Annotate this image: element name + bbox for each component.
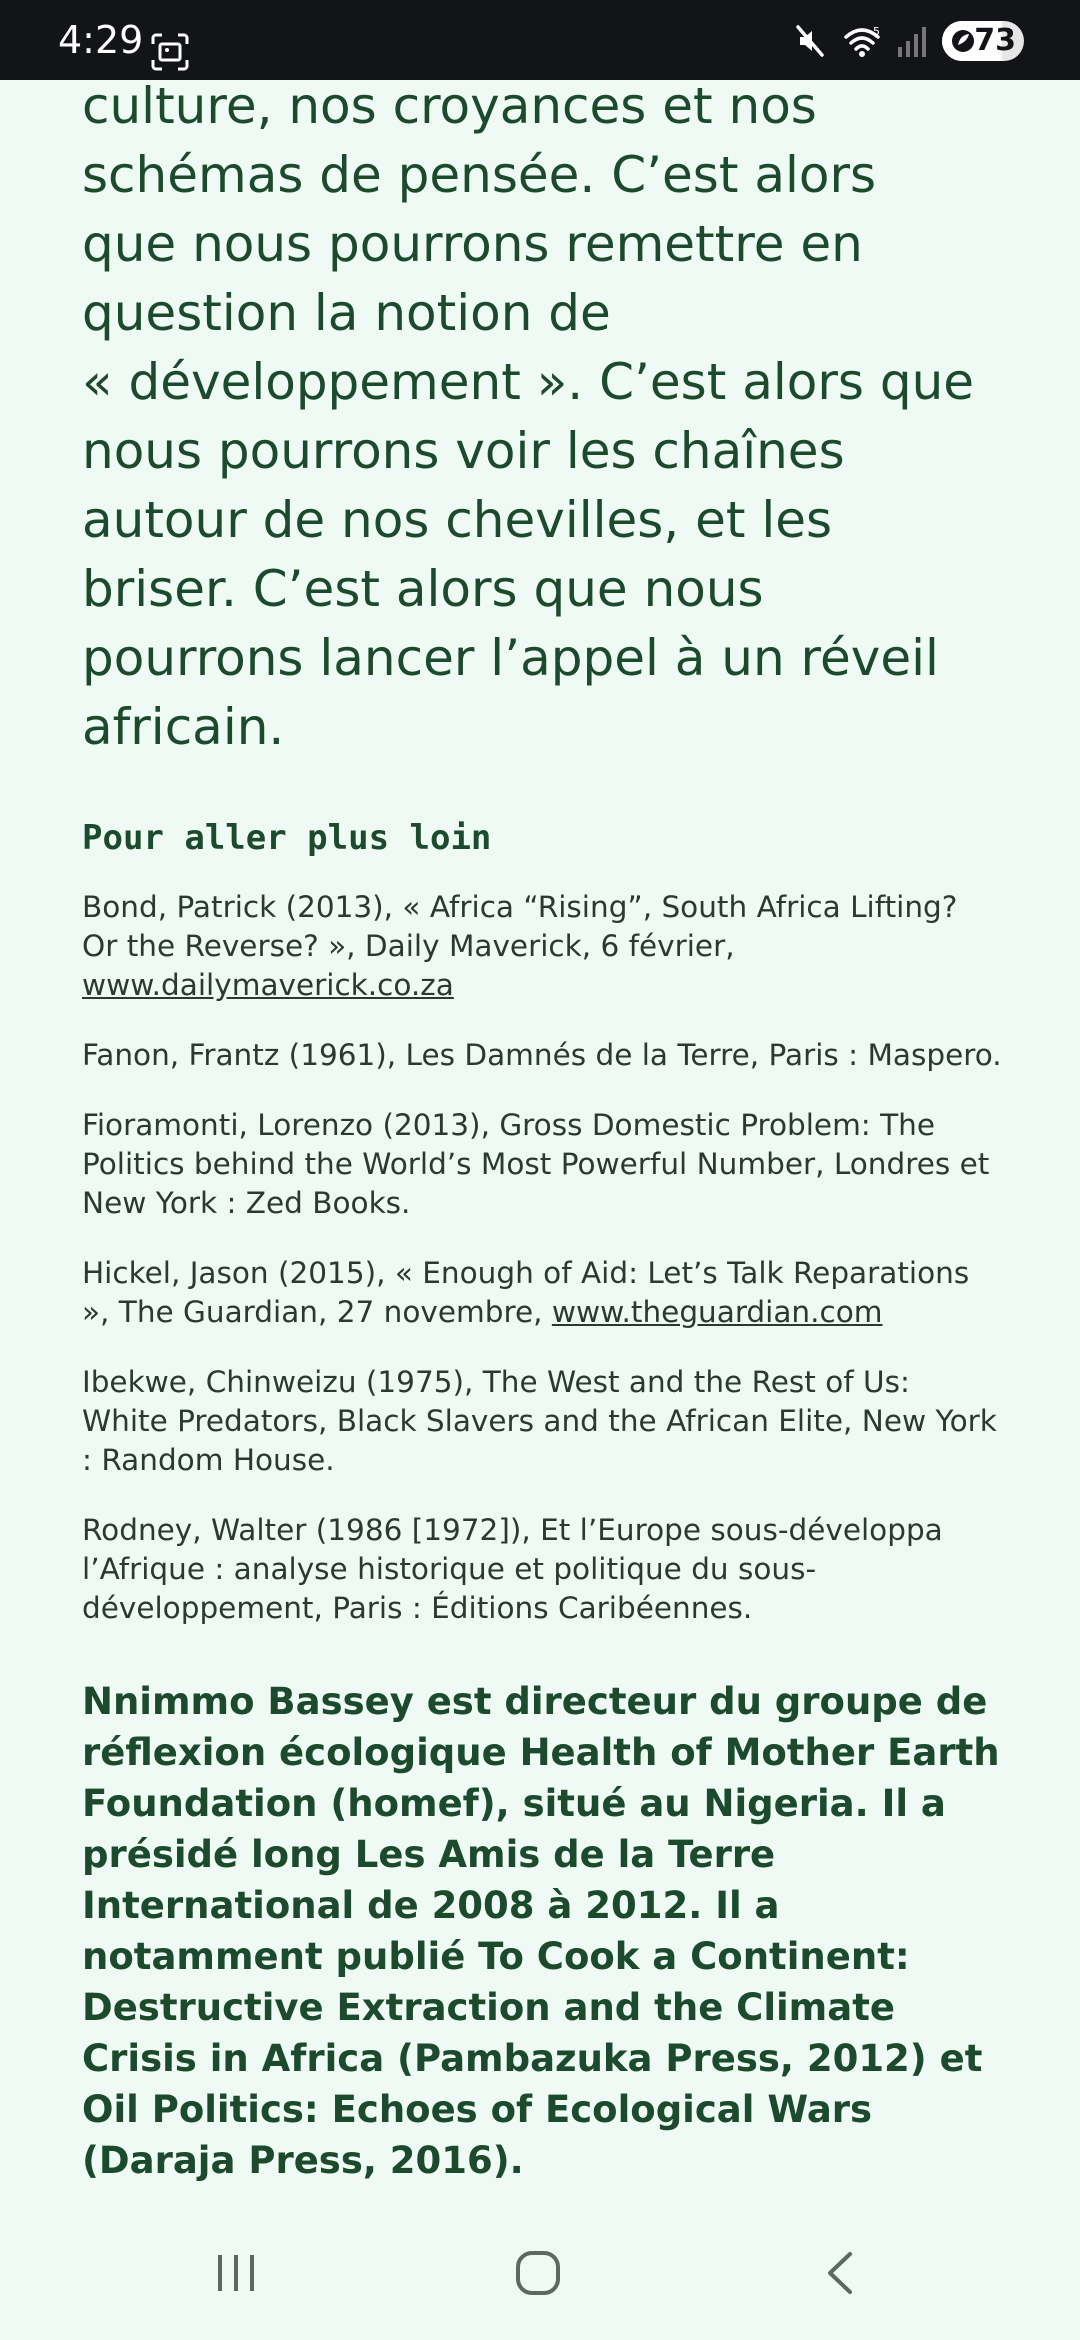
back-icon (820, 2248, 860, 2302)
svg-text:5: 5 (873, 25, 880, 38)
home-icon (513, 2248, 563, 2302)
reference-item (82, 1254, 1002, 1332)
reference-item (82, 1106, 1002, 1223)
reference-item (82, 888, 1002, 1005)
status-icons (792, 18, 1024, 64)
home-button[interactable] (478, 2210, 598, 2340)
reference-text: Fioramonti, Lorenzo (2013), Gross Domestic Problem: The Politics behind the World’s Most Powerful Number, Londres et New York : Zed Books. (82, 1108, 990, 1220)
further-reading-heading: Pour aller plus loin (82, 818, 492, 858)
reference-list (82, 888, 1002, 1628)
status-bar (0, 0, 1080, 80)
reference-text: Bond, Patrick (2013), « Africa “Rising”, South Africa Lifting? Or the Reverse? », Daily Maverick, 6 février, (82, 890, 958, 963)
recent-apps-button[interactable] (176, 2210, 296, 2340)
screenshot-icon (150, 32, 186, 68)
back-button[interactable] (780, 2210, 900, 2340)
reference-text: Fanon, Frantz (1961), Les Damnés de la Terre, Paris : Maspero. (82, 1038, 1002, 1072)
reference-text: Rodney, Walter (1986 [1972]), Et l’Europe sous-développa l’Afrique : analyse historique et politique du sous-développement, Paris : Éditions Caribéennes. (82, 1513, 943, 1625)
reference-item (82, 1363, 1002, 1480)
article-content (82, 72, 1002, 2186)
reference-item (82, 1036, 1002, 1075)
battery-level: 73 (974, 23, 1016, 58)
reference-text: Hickel, Jason (2015), « Enough of Aid: Let’s Talk Reparations », The Guardian, 27 novembre, (82, 1256, 970, 1329)
status-time: 4:29 (58, 18, 144, 62)
reference-text: Ibekwe, Chinweizu (1975), The West and the Rest of Us: White Predators, Black Slavers and the African Elite, New York : Random House. (82, 1365, 997, 1477)
article-paragraph: culture, nos croyances et nos schémas de pensée. C’est alors que nous pourrons remettre en question la notion de « développement ». C’est alors que nous pourrons voir les chaînes autour de nos chevilles, et les briser. C’est alors que nous pourrons lancer l’appel à un réveil africain. (82, 77, 975, 756)
recent-apps-icon (214, 2251, 258, 2299)
battery-indicator (942, 21, 1024, 61)
navigation-bar (0, 2210, 1080, 2340)
mute-icon (792, 23, 828, 59)
wifi-icon (842, 23, 882, 59)
reference-item (82, 1511, 1002, 1628)
reference-link[interactable]: www.theguardian.com (551, 1295, 883, 1329)
signal-icon (896, 23, 928, 59)
author-bio: Nnimmo Bassey est directeur du groupe de réflexion écologique Health of Mother Earth Foundation (homef), situé au Nigeria. Il a présidé long Les Amis de la Terre International de 2008 à 2012. Il a notamment publié To Cook a Continent: Destructive Extraction and the Climate Crisis in Africa (Pambazuka Press, 2012) et Oil Politics: Echoes of Ecological Wars (Daraja Press, 2016). (82, 1680, 1000, 2182)
battery-charging-icon (950, 27, 976, 55)
reference-link[interactable]: www.dailymaverick.co.za (82, 968, 454, 1002)
